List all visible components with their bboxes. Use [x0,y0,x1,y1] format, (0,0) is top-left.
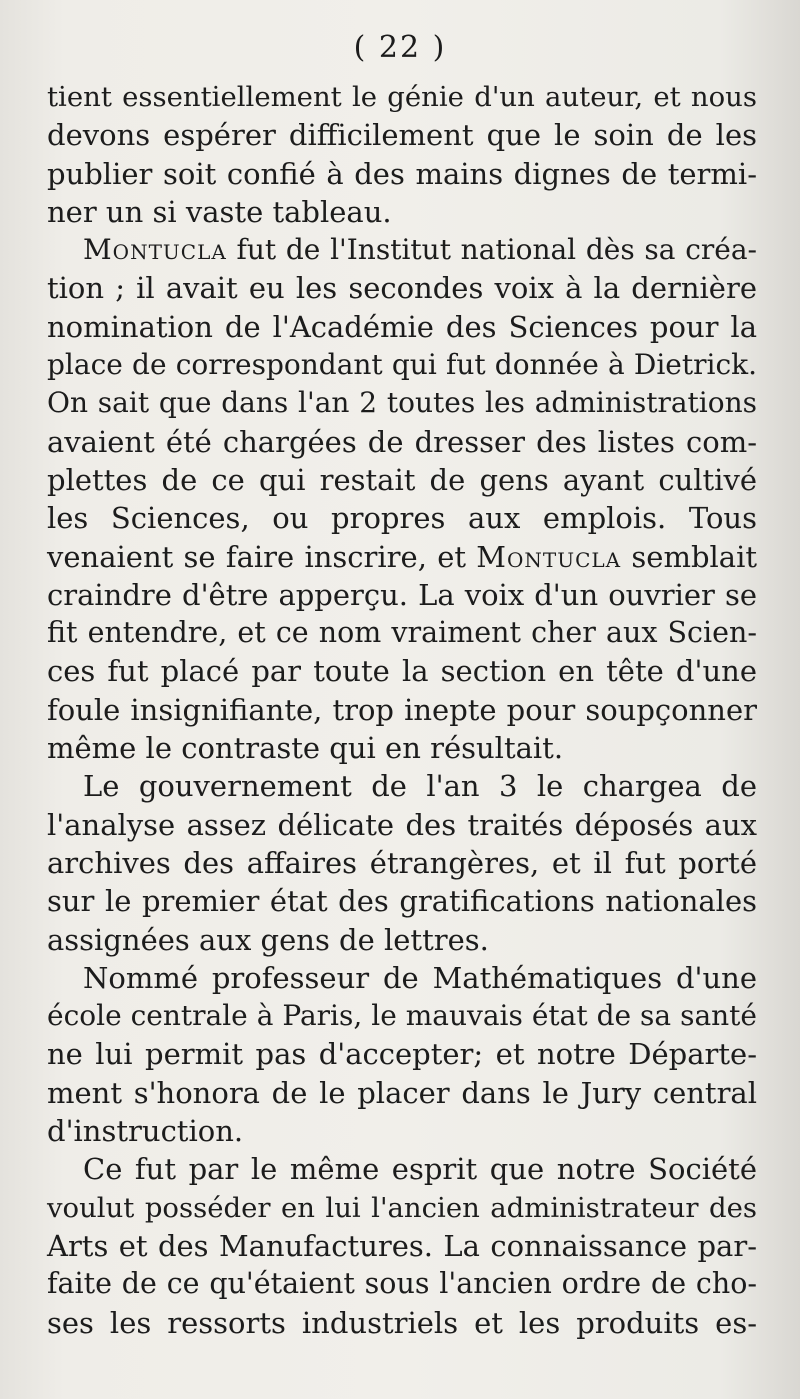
body-text [47,78,757,1342]
text-line: ner un si vaste tableau. [47,194,392,229]
text-line: foule insignifiante, trop inepte pour soupçonner [47,692,757,727]
text-line: l'analyse assez délicate des traités déposés aux [47,807,757,842]
text-line: devons espérer difficilement que le soin de les [47,118,757,153]
text-line: On sait que dans l'an 2 toutes les administrations [47,386,757,420]
text-line: tion ; il avait eu les secondes voix à la dernière [47,271,757,306]
text-line: Nommé professeur de Mathématiques d'une [83,960,757,995]
text-line: école centrale à Paris, le mauvais état de sa santé [47,999,757,1033]
text-line: Ce fut par le même esprit que notre Société [83,1152,757,1187]
text-line: même le contraste qui en résultait. [47,731,564,766]
text-line: ces fut placé par toute la section en tête d'une [47,654,757,689]
text-line: avaient été chargées de dresser des listes com- [47,424,757,459]
text-line: Montucla fut de l'Institut national dès sa créa- [83,233,757,267]
text-line: faite de ce qu'étaient sous l'ancien ordre de cho- [47,1267,757,1301]
text-line: plettes de ce qui restait de gens ayant cultivé [47,462,757,497]
text-line: archives des affaires étrangères, et il fut porté [47,845,757,880]
text-line: les Sciences, ou propres aux emplois. Tous [47,501,757,536]
author-name: Montucla [476,539,622,574]
text-line: fit entendre, et ce nom vraiment cher aux Scien- [47,616,757,650]
text-line: voulut posséder en lui l'ancien administrateur des [47,1191,757,1224]
text-line: venaient se faire inscrire, et Montucla semblait [47,539,757,574]
text-line: Arts et des Manufactures. La connaissance par- [47,1228,757,1263]
text-line: nomination de l'Académie des Sciences pour la [47,309,757,344]
text-line: assignées aux gens de lettres. [47,922,489,957]
text-line: ment s'honora de le placer dans le Jury central [47,1075,757,1110]
author-name: Montucla [83,233,227,267]
text-line: Le gouvernement de l'an 3 le chargea de [83,769,757,804]
page-number: ( 22 ) [353,30,447,65]
text-line: craindre d'être apperçu. La voix d'un ouvrier se [47,577,757,612]
text-line: sur le premier état des gratifications nationales [47,884,757,919]
text-line: ne lui permit pas d'accepter; et notre Départe- [47,1037,757,1072]
text-line: place de correspondant qui fut donnée à Dietrick. [47,348,757,382]
text-line: ses les ressorts industriels et les produits es- [47,1305,757,1340]
text-line: d'instruction. [47,1114,244,1149]
text-line: tient essentiellement le génie d'un auteur, et nous [47,81,757,113]
text-line: publier soit confié à des mains dignes de termi- [47,156,757,191]
